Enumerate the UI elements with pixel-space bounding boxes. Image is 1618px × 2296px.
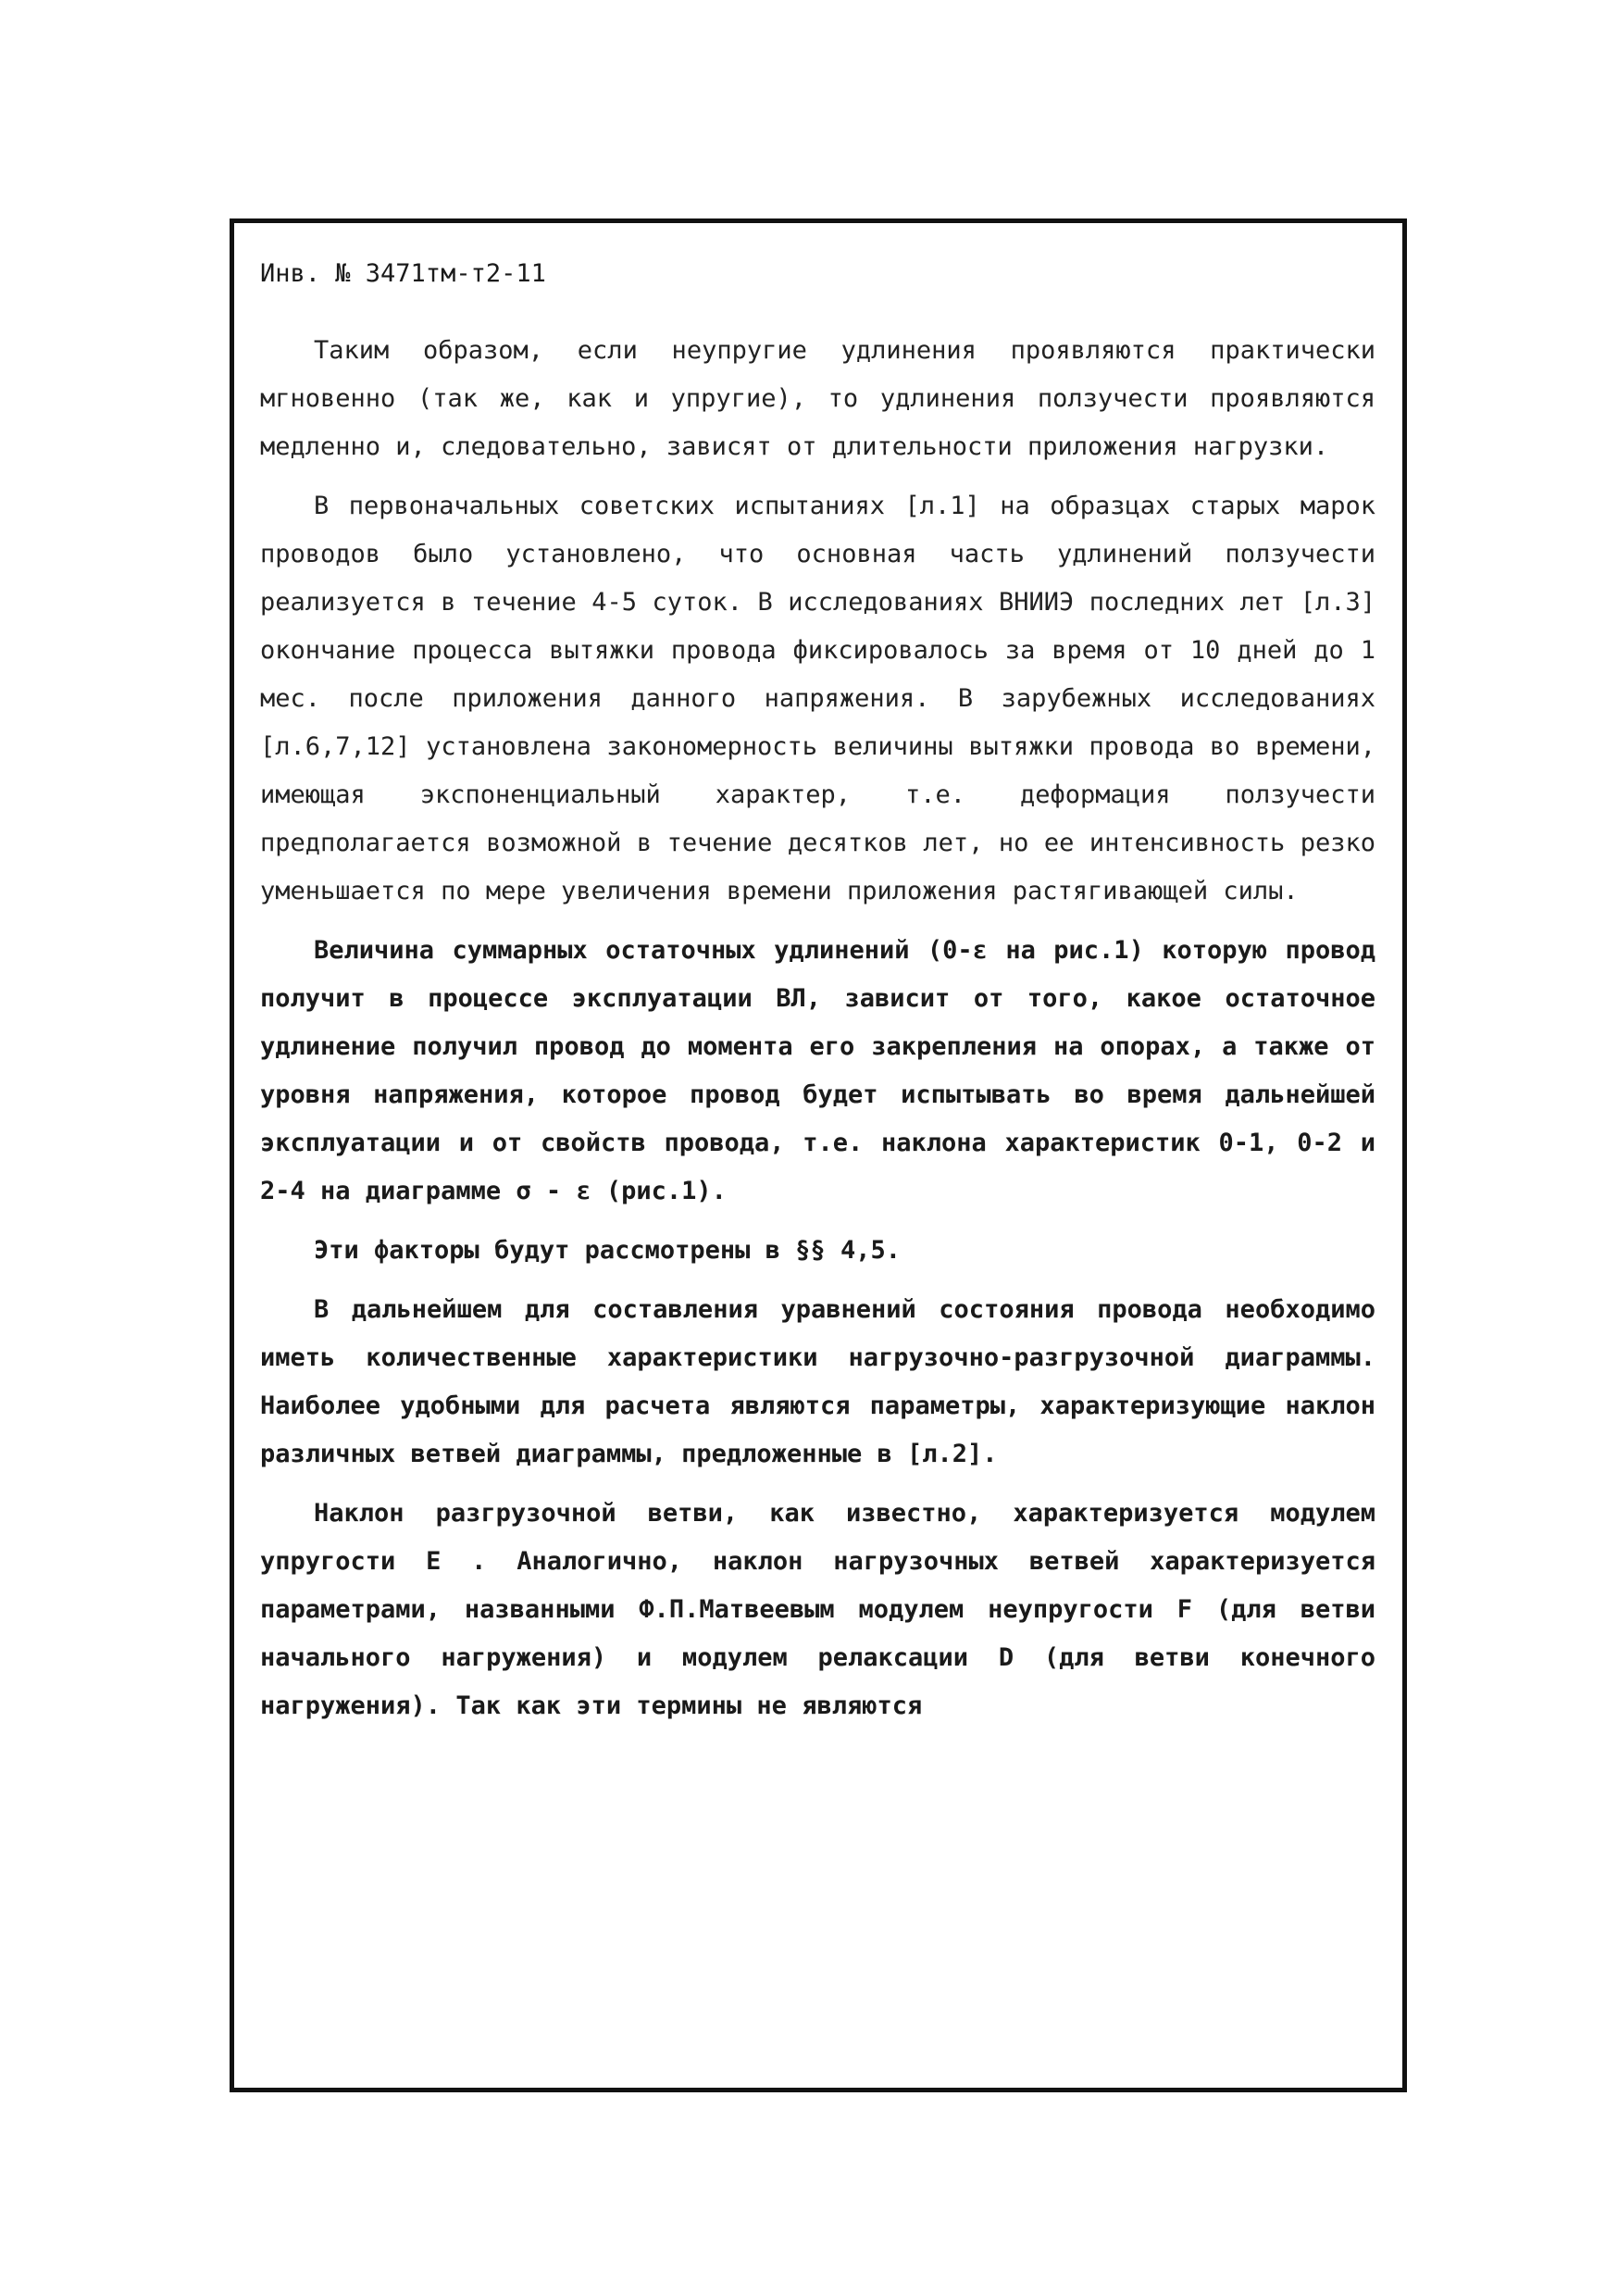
document-body — [260, 251, 1375, 1741]
paragraph-3: Величина суммарных остаточных удлинений (0-ε на рис.1) которую провод получит в процессе эксплуатации ВЛ, зависит от того, какое остаточное удлинение получил провод до момента его закрепления на опорах, а также от уровня напряжения, которое провод будет испытывать во время дальнейшей эксплуатации и от свойств провода, т.е. наклона характеристик 0-1, 0-2 и 2-4 на диаграмме σ - ε (рис.1). — [260, 936, 1375, 1205]
paragraph-4: Эти факторы будут рассмотрены в §§ 4,5. — [314, 1236, 901, 1265]
paragraph-1: Таким образом, если неупругие удлинения проявляются практически мгновенно (так же, как и упругие), то удлинения ползучести проявляются медленно и, следовательно, зависят от длительности приложения нагрузки. — [260, 336, 1375, 461]
inventory-number: Инв. № 3471тм-т2-11 — [260, 259, 546, 288]
paragraph-2: В первоначальных советских испытаниях [л.1] на образцах старых марок проводов было установлено, что основная часть удлинений ползучести реализуется в течение 4-5 суток. В исследованиях ВНИИЭ последних лет [л.3] окончание процесса вытяжки провода фиксировалось за время от 10 дней до 1 мес. после приложения данного напряжения. В зарубежных исследованиях [л.6,7,12] установлена закономерность величины вытяжки провода во времени, имеющая экспоненциальный характер, т.е. деформация ползучести предполагается возможной в течение десятков лет, но ее интенсивность резко уменьшается по мере увеличения времени приложения растягивающей силы. — [260, 492, 1375, 905]
paragraph-6: Наклон разгрузочной ветви, как известно, характеризуется модулем упругости E . Аналогично, наклон нагрузочных ветвей характеризуется параметрами, названными Ф.П.Матвеевым модулем неупругости F (для ветви начального нагружения) и модулем релаксации D (для ветви конечного нагружения). Так как эти термины не являются — [260, 1499, 1375, 1720]
paragraph-5: В дальнейшем для составления уравнений состояния провода необходимо иметь количественные характеристики нагрузочно-разгрузочной диаграммы. Наиболее удобными для расчета являются параметры, характеризующие наклон различных ветвей диаграммы, предложенные в [л.2]. — [260, 1295, 1375, 1468]
page-frame — [230, 218, 1407, 2092]
